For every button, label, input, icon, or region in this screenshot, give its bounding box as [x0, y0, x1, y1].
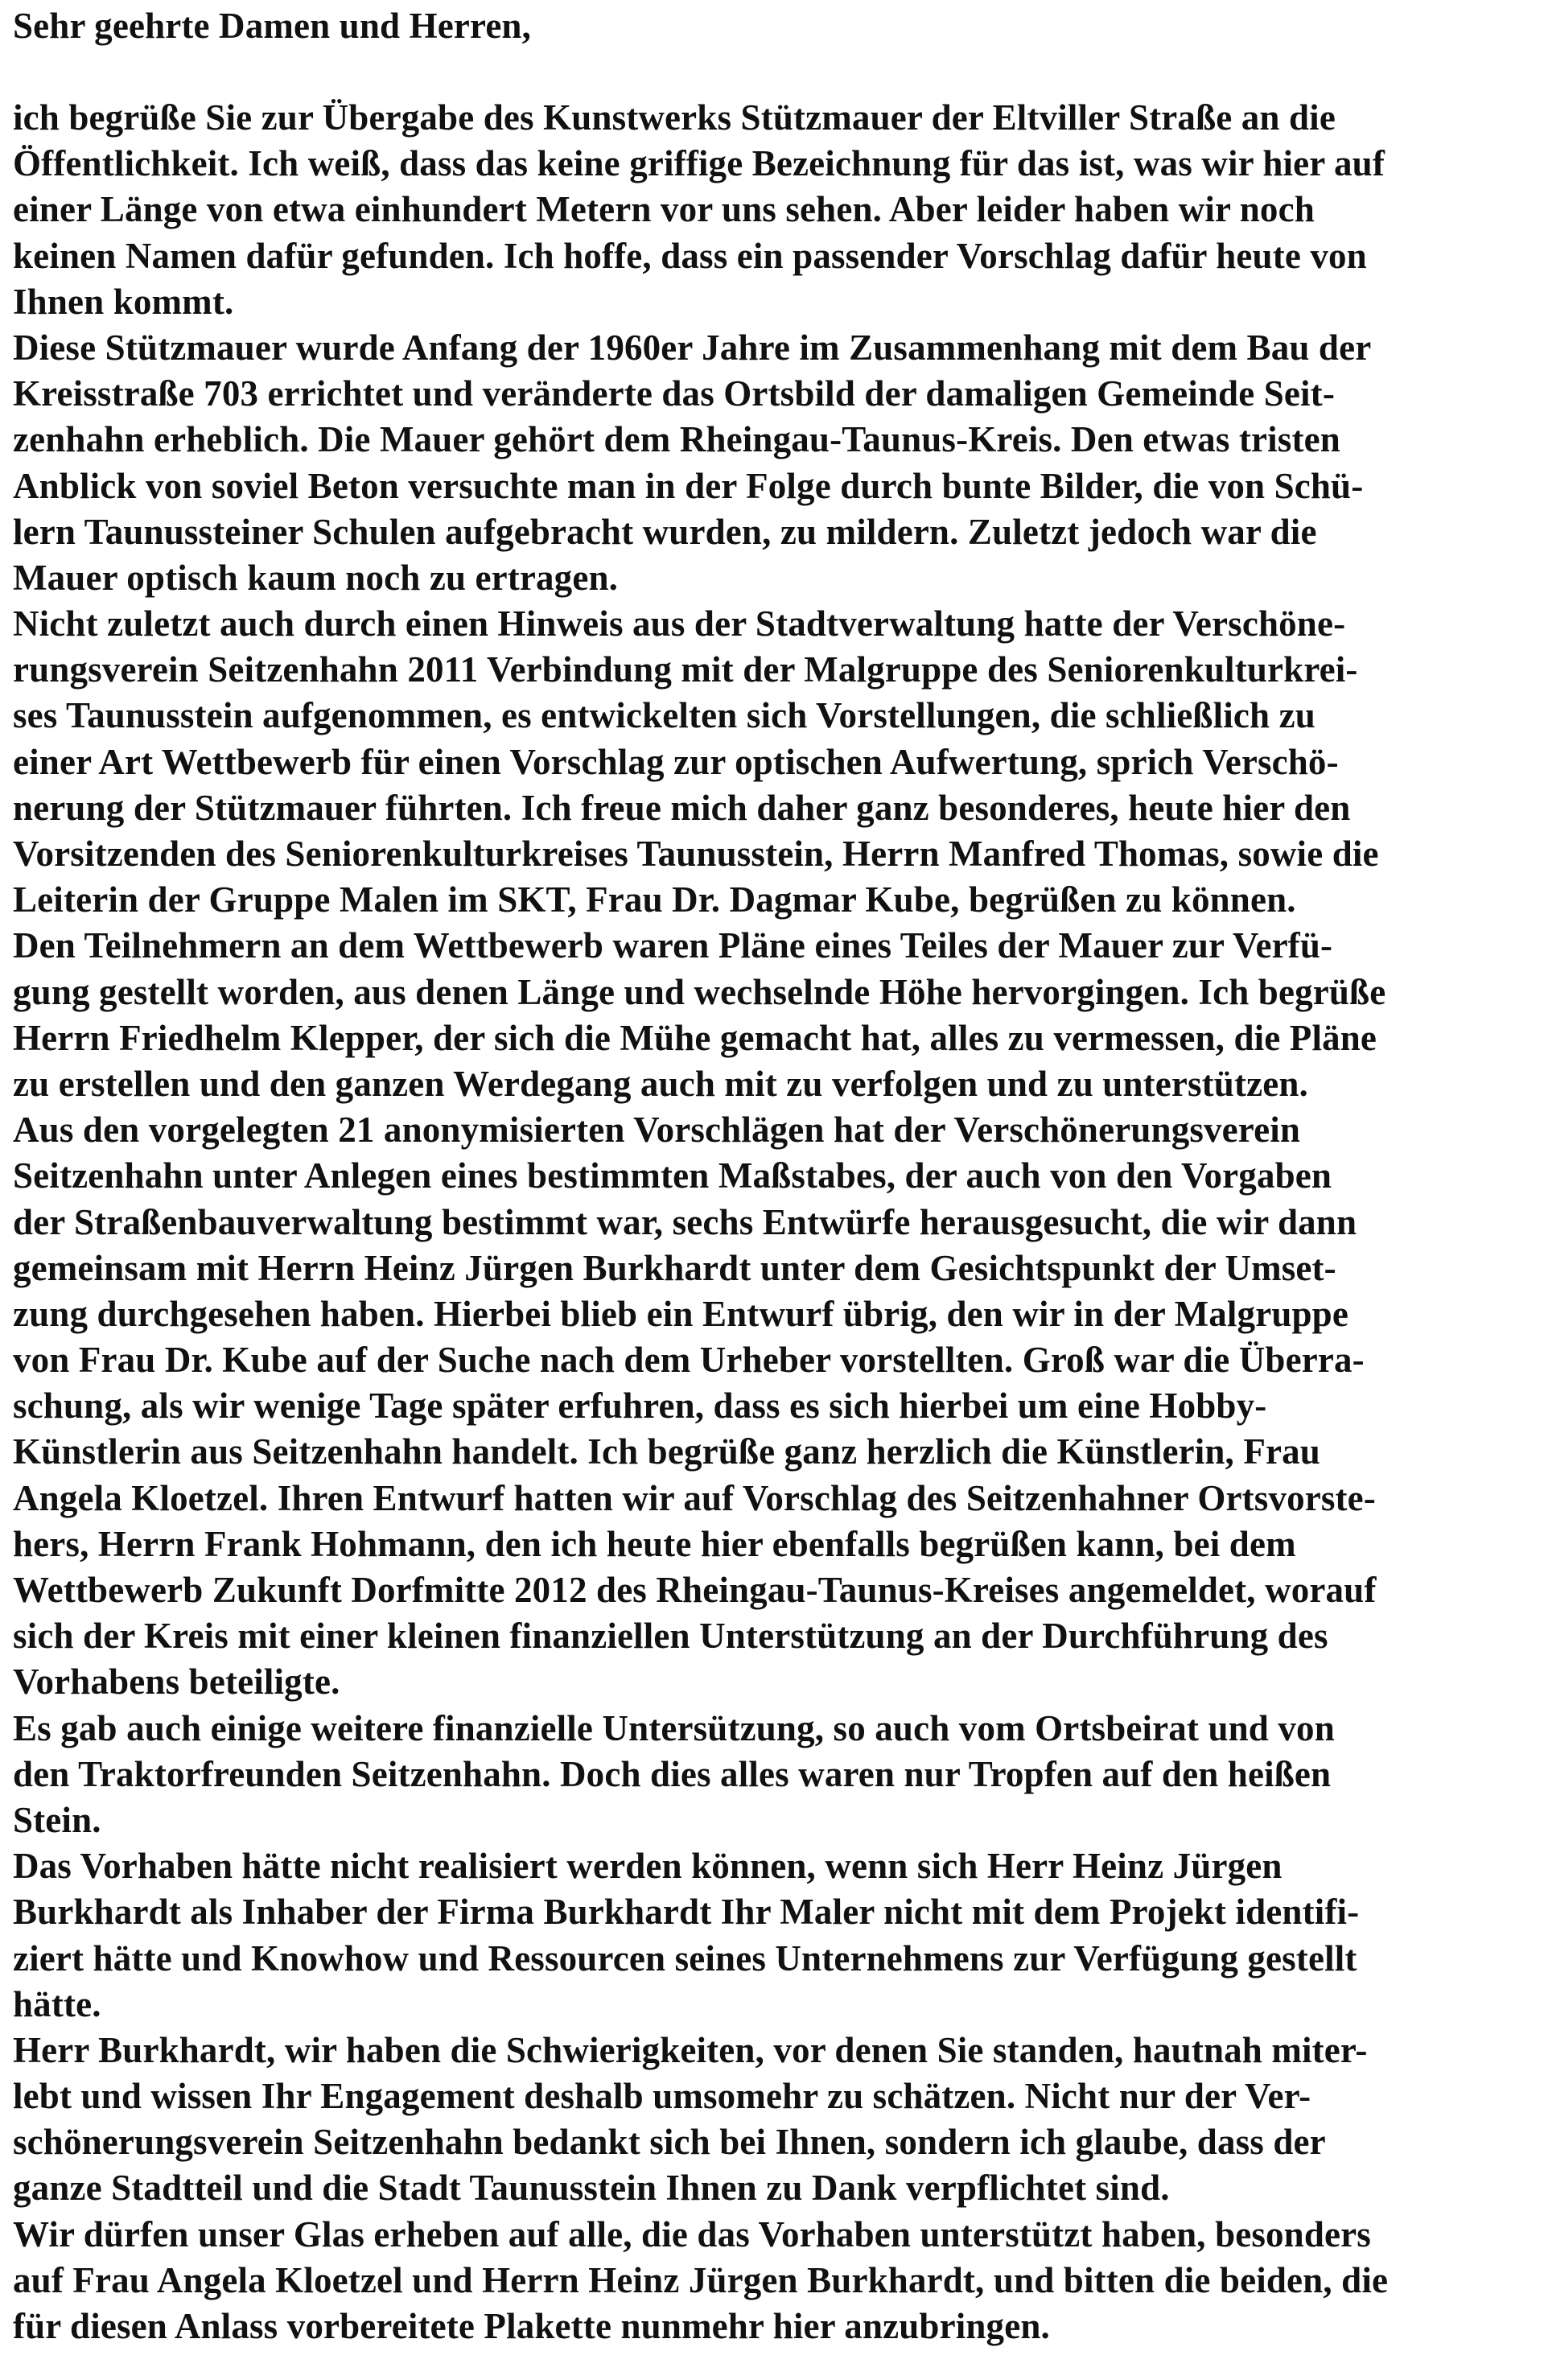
text-line: Öffentlichkeit. Ich weiß, dass das keine griffige Bezeichnung für das ist, was wir hier auf — [13, 143, 1385, 184]
text-line: Den Teilnehmern an dem Wettbewerb waren Pläne eines Teiles der Mauer zur Verfü- — [13, 925, 1333, 966]
paragraph — [13, 2028, 1535, 2212]
text-line: hers, Herrn Frank Hohmann, den ich heute hier ebenfalls begrüßen kann, bei dem — [13, 1523, 1296, 1564]
text-line: einer Länge von etwa einhundert Metern vor uns sehen. Aber leider haben wir noch — [13, 189, 1315, 230]
text-line: Kreisstraße 703 errichtet und veränderte das Ortsbild der damaligen Gemeinde Seit- — [13, 373, 1335, 414]
text-line: Herrn Friedhelm Klepper, der sich die Mühe gemacht hat, alles zu vermessen, die Pläne — [13, 1017, 1377, 1058]
text-line: ses Taunusstein aufgenommen, es entwickelten sich Vorstellungen, die schließlich zu — [13, 695, 1315, 736]
text-line: keinen Namen dafür gefunden. Ich hoffe, dass ein passender Vorschlag dafür heute von — [13, 235, 1367, 276]
text-line: rungsverein Seitzenhahn 2011 Verbindung mit der Malgruppe des Seniorenkulturkrei- — [13, 649, 1358, 690]
text-line: Diese Stützmauer wurde Anfang der 1960er Jahre im Zusammenhang mit dem Bau der — [13, 327, 1372, 368]
paragraph — [13, 1107, 1535, 1705]
text-line: Stein. — [13, 1799, 101, 1840]
text-line: lebt und wissen Ihr Engagement deshalb umsomehr zu schätzen. Nicht nur der Ver- — [13, 2076, 1311, 2117]
text-line: zung durchgesehen haben. Hierbei blieb ein Entwurf übrig, den wir in der Malgruppe — [13, 1293, 1348, 1334]
text-line: Herr Burkhardt, wir haben die Schwierigkeiten, vor denen Sie standen, hautnah miter- — [13, 2029, 1368, 2070]
text-line: gemeinsam mit Herrn Heinz Jürgen Burkhardt unter dem Gesichtspunkt der Umset- — [13, 1247, 1336, 1288]
text-line: Das Vorhaben hätte nicht realisiert werden können, wenn sich Herr Heinz Jürgen — [13, 1846, 1283, 1887]
text-line: Anblick von soviel Beton versuchte man in der Folge durch bunte Bilder, die von Schü- — [13, 465, 1364, 506]
text-line: lern Taunussteiner Schulen aufgebracht wurden, zu mildern. Zuletzt jedoch war die — [13, 511, 1317, 552]
text-line: Wettbewerb Zukunft Dorfmitte 2012 des Rheingau-Taunus-Kreises angemeldet, worauf — [13, 1570, 1377, 1610]
salutation: Sehr geehrte Damen und Herren, — [13, 6, 532, 46]
text-line: Mauer optisch kaum noch zu ertragen. — [13, 557, 619, 598]
text-line: schung, als wir wenige Tage später erfuhren, dass es sich hierbei um eine Hobby- — [13, 1386, 1267, 1427]
text-line: Wir dürfen unser Glas erheben auf alle, die das Vorhaben unterstützt haben, besonders — [13, 2213, 1371, 2254]
blank-line — [13, 49, 1535, 95]
text-line: ganze Stadtteil und die Stadt Taunusstein Ihnen zu Dank verpflichtet sind. — [13, 2168, 1170, 2209]
paragraph — [13, 325, 1535, 601]
text-line: nerung der Stützmauer führten. Ich freue mich daher ganz besonderes, heute hier den — [13, 787, 1351, 828]
paragraph — [13, 1843, 1535, 2028]
text-line: Burkhardt als Inhaber der Firma Burkhardt Ihr Maler nicht mit dem Projekt identifi- — [13, 1892, 1360, 1933]
text-line: Aus den vorgelegten 21 anonymisierten Vorschlägen hat der Verschönerungsverein — [13, 1110, 1301, 1151]
text-line: Ihnen kommt. — [13, 281, 234, 322]
text-line: einer Art Wettbewerb für einen Vorschlag zur optischen Aufwertung, sprich Verschö- — [13, 741, 1339, 782]
text-line: Künstlerin aus Seitzenhahn handelt. Ich begrüße ganz herzlich die Künstlerin, Frau — [13, 1431, 1320, 1472]
text-line: Es gab auch einige weitere finanzielle Untersützung, so auch vom Ortsbeirat und von — [13, 1707, 1335, 1748]
text-line: ziert hätte und Knowhow und Ressourcen seines Unternehmens zur Verfügung gestellt — [13, 1937, 1357, 1979]
text-line: sich der Kreis mit einer kleinen finanziellen Unterstützung an der Durchführung des — [13, 1616, 1328, 1657]
text-line: auf Frau Angela Kloetzel und Herrn Heinz Jürgen Burkhardt, und bitten die beiden, die — [13, 2259, 1389, 2300]
paragraph — [13, 923, 1535, 1107]
text-line: von Frau Dr. Kube auf der Suche nach dem Urheber vorstellten. Groß war die Überra- — [13, 1340, 1365, 1381]
paragraph — [13, 1706, 1535, 1844]
letter-body — [13, 0, 1535, 2349]
text-line: Vorhabens beteiligte. — [13, 1661, 340, 1703]
text-line: hätte. — [13, 1983, 101, 2024]
text-line: der Straßenbauverwaltung bestimmt war, sechs Entwürfe herausgesucht, die wir dann — [13, 1201, 1357, 1242]
paragraph — [13, 95, 1535, 325]
text-line: Leiterin der Gruppe Malen im SKT, Frau Dr. Dagmar Kube, begrüßen zu können. — [13, 879, 1296, 920]
text-line: Seitzenhahn unter Anlegen eines bestimmten Maßstabes, der auch von den Vorgaben — [13, 1155, 1332, 1196]
text-line: den Traktorfreunden Seitzenhahn. Doch dies alles waren nur Tropfen auf den heißen — [13, 1753, 1332, 1794]
paragraph-list — [13, 95, 1535, 2349]
text-line: gung gestellt worden, aus denen Länge und wechselnde Höhe hervorgingen. Ich begrüße — [13, 971, 1386, 1012]
paragraph — [13, 601, 1535, 923]
paragraph — [13, 2212, 1535, 2350]
text-line: Angela Kloetzel. Ihren Entwurf hatten wir auf Vorschlag des Seitzenhahner Ortsvorste- — [13, 1477, 1376, 1518]
text-line: zenhahn erheblich. Die Mauer gehört dem Rheingau-Taunus-Kreis. Den etwas tristen — [13, 419, 1340, 460]
text-line: schönerungsverein Seitzenhahn bedankt sich bei Ihnen, sondern ich glaube, dass der — [13, 2122, 1326, 2163]
text-line: für diesen Anlass vorbereitete Plakette nunmehr hier anzubringen. — [13, 2306, 1050, 2346]
text-line: Vorsitzenden des Seniorenkulturkreises Taunusstein, Herrn Manfred Thomas, sowie die — [13, 834, 1379, 874]
text-line: ich begrüße Sie zur Übergabe des Kunstwerks Stützmauer der Eltviller Straße an die — [13, 97, 1336, 138]
text-line: Nicht zuletzt auch durch einen Hinweis aus der Stadtverwaltung hatte der Verschöne- — [13, 603, 1346, 644]
text-line: zu erstellen und den ganzen Werdegang auch mit zu verfolgen und zu unterstützen. — [13, 1063, 1308, 1104]
